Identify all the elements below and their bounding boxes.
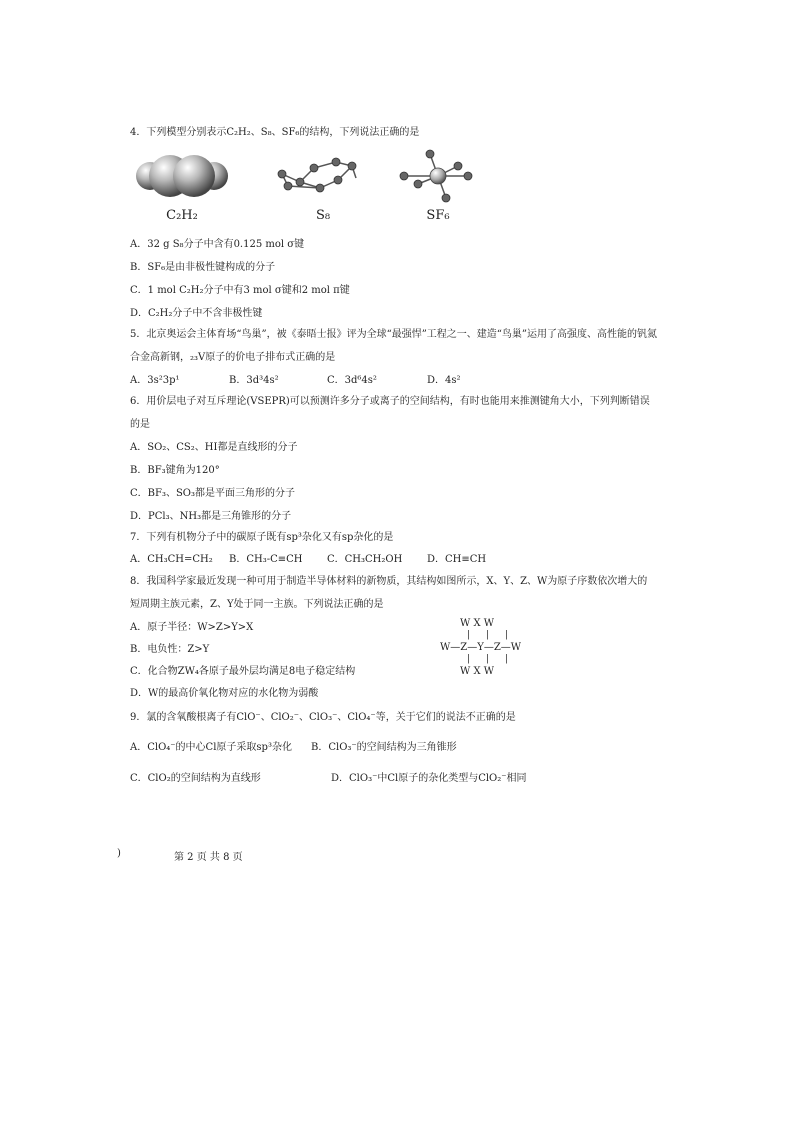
q4-option-a: A．32 g S₈分子中含有0.125 mol σ键	[130, 239, 305, 250]
q4-option-c: C．1 mol C₂H₂分子中有3 mol σ键和2 mol π键	[130, 285, 350, 296]
q6-option-b: B．BF₃键角为120°	[130, 465, 220, 476]
sf6-label: SF₆	[426, 208, 450, 223]
q5-stem-line2: 合金高新钢，₂₃V原子的价电子排布式正确的是	[130, 352, 336, 363]
q9-option-d: D．ClO₃⁻中Cl原子的杂化类型与ClO₂⁻相同	[331, 773, 527, 784]
q8-stem-line2: 短周期主族元素，Z、Y处于同一主族。下列说法正确的是	[130, 599, 384, 610]
q8-structure-top: W X W	[460, 618, 495, 629]
s8-model	[270, 152, 370, 200]
q6-stem-line1: 6．用价层电子对互斥理论(VSEPR)可以预测许多分子或离子的空间结构，有时也能用来推测键角大小，下列判断错误	[130, 396, 650, 407]
q7-stem: 7．下列有机物分子中的碳原子既有sp³杂化又有sp杂化的是	[130, 532, 394, 543]
q5-stem-line1: 5．北京奥运会主体育场“鸟巢”，被《泰晤士报》评为全球“最强悍”工程之一、建造“鸟巢”运用了高强度、高性能的钒氮	[130, 329, 658, 340]
q7-options	[130, 553, 530, 567]
q4-option-d: D．C₂H₂分子中不含非极性键	[130, 308, 263, 319]
q8-option-a: A．原子半径：W>Z>Y>X	[130, 622, 254, 633]
q5-option-d: D．4s²	[427, 375, 461, 386]
q7-option-b: B．CH₃-C≡CH	[229, 554, 303, 565]
q9-option-a: A．ClO₄⁻的中心Cl原子采取sp³杂化	[130, 742, 292, 753]
q9-stem: 9．氯的含氧酸根离子有ClO⁻、ClO₂⁻、ClO₃⁻、ClO₄⁻等，关于它们的说法不正确的是	[130, 712, 516, 723]
q5-option-a: A．3s²3p¹	[130, 375, 180, 386]
q6-option-d: D．PCl₃、NH₃都是三角锥形的分子	[130, 511, 292, 522]
q8-option-d: D．W的最高价氧化物对应的水化物为弱酸	[130, 688, 319, 699]
q6-option-a: A．SO₂、CS₂、HI都是直线形的分子	[130, 442, 298, 453]
s8-label: S₈	[315, 208, 331, 223]
page-number: 第 2 页 共 8 页	[174, 852, 243, 863]
c2h2-label: C₂H₂	[166, 208, 198, 223]
q5-option-b: B．3d³4s²	[229, 375, 279, 386]
q4-option-b: B．SF₆是由非极性键构成的分子	[130, 262, 276, 273]
q8-option-c: C．化合物ZW₄各原子最外层均满足8电子稳定结构	[130, 666, 356, 677]
q8-stem-line1: 8．我国科学家最近发现一种可用于制造半导体材料的新物质，其结构如图所示，X、Y、Z、W为原子序数依次增大的	[130, 576, 648, 587]
q8-structure-middle: W—Z—Y—Z—W	[440, 642, 522, 653]
q9-option-b: B．ClO₃⁻的空间结构为三角锥形	[311, 742, 457, 753]
q9-option-c: C．ClO₂的空间结构为直线形	[130, 773, 261, 784]
q7-option-d: D．CH≡CH	[427, 554, 487, 565]
q7-option-c: C．CH₃CH₂OH	[327, 554, 403, 565]
q8-structure-diagram: W X W | | | W—Z—Y—Z—W | | | W X W	[440, 618, 522, 677]
footer-mark: )	[117, 848, 121, 859]
q5-options	[130, 374, 530, 388]
q5-option-c: C．3d⁶4s²	[327, 375, 377, 386]
c2h2-model	[134, 152, 230, 200]
sf6-model	[396, 148, 480, 204]
q6-stem-line2: 的是	[130, 419, 150, 430]
q4-stem: 4．下列模型分别表示C₂H₂、S₈、SF₆的结构，下列说法正确的是	[130, 127, 420, 138]
q8-structure-bottom: W X W	[460, 666, 495, 677]
q8-option-b: B．电负性：Z>Y	[130, 644, 210, 655]
q7-option-a: A．CH₃CH=CH₂	[130, 554, 213, 565]
q6-option-c: C．BF₃、SO₃都是平面三角形的分子	[130, 488, 296, 499]
